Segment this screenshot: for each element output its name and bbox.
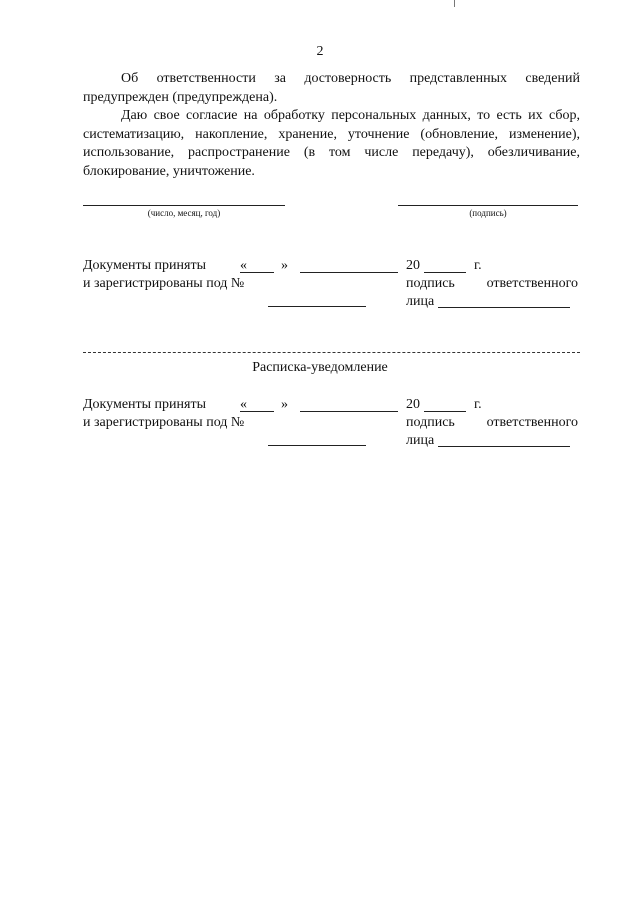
receipt-day-line[interactable] [240, 411, 274, 412]
registered-under-label: и зарегистрированы под № [83, 276, 245, 291]
consent-paragraph: Даю свое согласие на обработку персональных данных, то есть их сбор, систематизацию, накопление, хранение, уточнение (обновление, изменение), использование, распространение (в том числе передачу), обезличивание, блокирование, уничтожение. [83, 108, 580, 179]
receipt-quote-open: « [240, 397, 247, 412]
date-caption: (число, месяц, год) [147, 208, 221, 218]
receipt-signature-responsible-line [406, 415, 578, 431]
receipt-registration-number-line[interactable] [268, 445, 366, 446]
receipt-responsible-word: ответственного [486, 415, 578, 430]
receipt-docs-accepted-label: Документы приняты [83, 397, 206, 412]
year-suffix: г. [474, 258, 482, 273]
responsible-word: ответственного [486, 276, 578, 291]
year-prefix: 20 [406, 258, 420, 273]
receipt-registered-under-label: и зарегистрированы под № [83, 415, 245, 430]
receipt-year-prefix: 20 [406, 397, 420, 412]
receipt-signature-word: подпись [406, 415, 455, 430]
receipt-year-suffix: г. [474, 397, 482, 412]
responsibility-paragraph: Об ответственности за достоверность представленных сведений предупрежден (предупреждена). [83, 71, 580, 105]
page-number: 2 [316, 44, 324, 59]
scan-edge-mark [454, 0, 455, 7]
receipt-title: Расписка-уведомление [252, 360, 388, 375]
signature-line[interactable] [398, 205, 578, 206]
receipt-person-word: лица [406, 433, 435, 448]
receipt-year-line[interactable] [424, 411, 466, 412]
signature-responsible-line [406, 276, 578, 292]
quote-close: » [281, 258, 288, 273]
registration-number-line[interactable] [268, 306, 366, 307]
cut-line [83, 352, 580, 353]
receipt-month-line[interactable] [300, 411, 398, 412]
person-word: лица [406, 294, 435, 309]
signature-word: подпись [406, 276, 455, 291]
quote-open: « [240, 258, 247, 273]
docs-accepted-label: Документы приняты [83, 258, 206, 273]
responsible-signature-line[interactable] [438, 307, 570, 308]
month-line[interactable] [300, 272, 398, 273]
signature-caption: (подпись) [469, 208, 507, 218]
date-line[interactable] [83, 205, 285, 206]
receipt-quote-close: » [281, 397, 288, 412]
day-line[interactable] [240, 272, 274, 273]
receipt-responsible-signature-line[interactable] [438, 446, 570, 447]
year-line[interactable] [424, 272, 466, 273]
